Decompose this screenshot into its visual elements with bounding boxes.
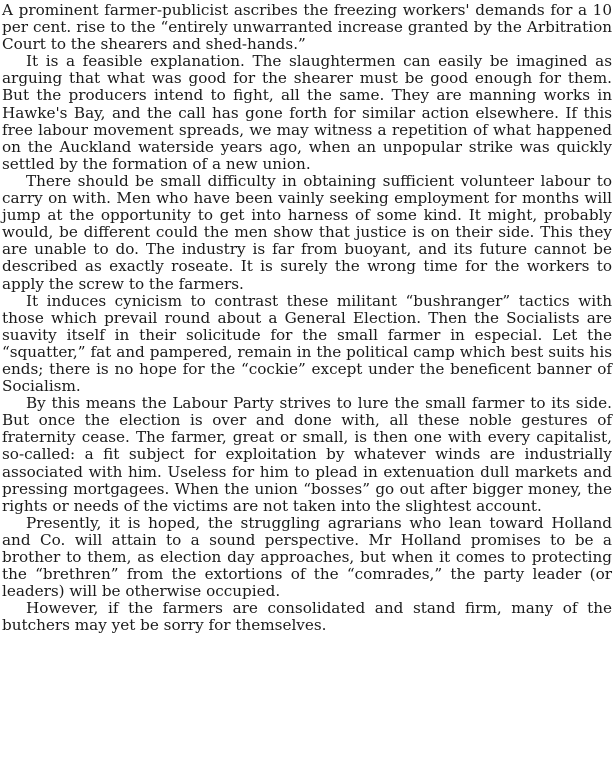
paragraph-6: Presently, it is hoped, the struggling agrarians who lean toward Holland and Co. will attain to a sound perspective. Mr Holland promises to be a brother to them, as election day approaches, but when it comes to protecting the “brethren” from the extortions of the “comrades,” the party leader (or leaders) will be otherwise occupied. (2, 513, 612, 601)
paragraph-1: A prominent farmer-publicist ascribes the freezing workers' demands for a 10 per cent. rise to the “entirely unwarranted increase granted by the Arbitration Court to the shearers and shed-hands.” (2, 1, 612, 54)
paragraph-4: It induces cynicism to contrast these militant “bushranger” tactics with those which prevail round about a General Election. Then the Socialists are suavity itself in their solicitude for the small farmer in especial. Let the “squatter,” fat and pampered, remain in the political camp which best suits his ends; there is no hope for the “cockie” except under the beneficent banner of Socialism. (2, 291, 612, 396)
paragraph-3: There should be small difficulty in obtaining sufficient volunteer labour to carry on with. Men who have been vainly seeking employment for months will jump at the opportunity to get into harness of some kind. It might, probably would, be different could the men show that justice is on their side. This they are unable to do. The industry is far from buoyant, and its future cannot be described as exactly roseate. It is surely the wrong time for the workers to apply the screw to the farmers. (2, 171, 612, 293)
paragraph-5: By this means the Labour Party strives to lure the small farmer to its side. But once the election is over and done with, all these noble gestures of fraternity cease. The farmer, great or small, is then one with every capitalist, so-called: a fit subject for exploitation by whatever winds are industrially associated with him. Useless for him to plead in extenuation dull markets and pressing mortgagees. When the union “bosses” go out after bigger money, the rights or needs of the victims are not taken into the slightest account. (2, 394, 612, 515)
paragraph-7: However, if the farmers are consolidated and stand firm, many of the butchers may yet be sorry for themselves. (2, 599, 612, 635)
paragraph-2: It is a feasible explanation. The slaughtermen can easily be imagined as arguing that what was good for the shearer must be good enough for them. But the producers intend to fight, all the same. They are manning works in Hawke's Bay, and the call has gone forth for similar action elsewhere. If this free labour movement spreads, we may witness a repetition of what happened on the Auckland waterside years ago, when an unpopular strike was quickly settled by the formation of a new union. (2, 52, 612, 173)
